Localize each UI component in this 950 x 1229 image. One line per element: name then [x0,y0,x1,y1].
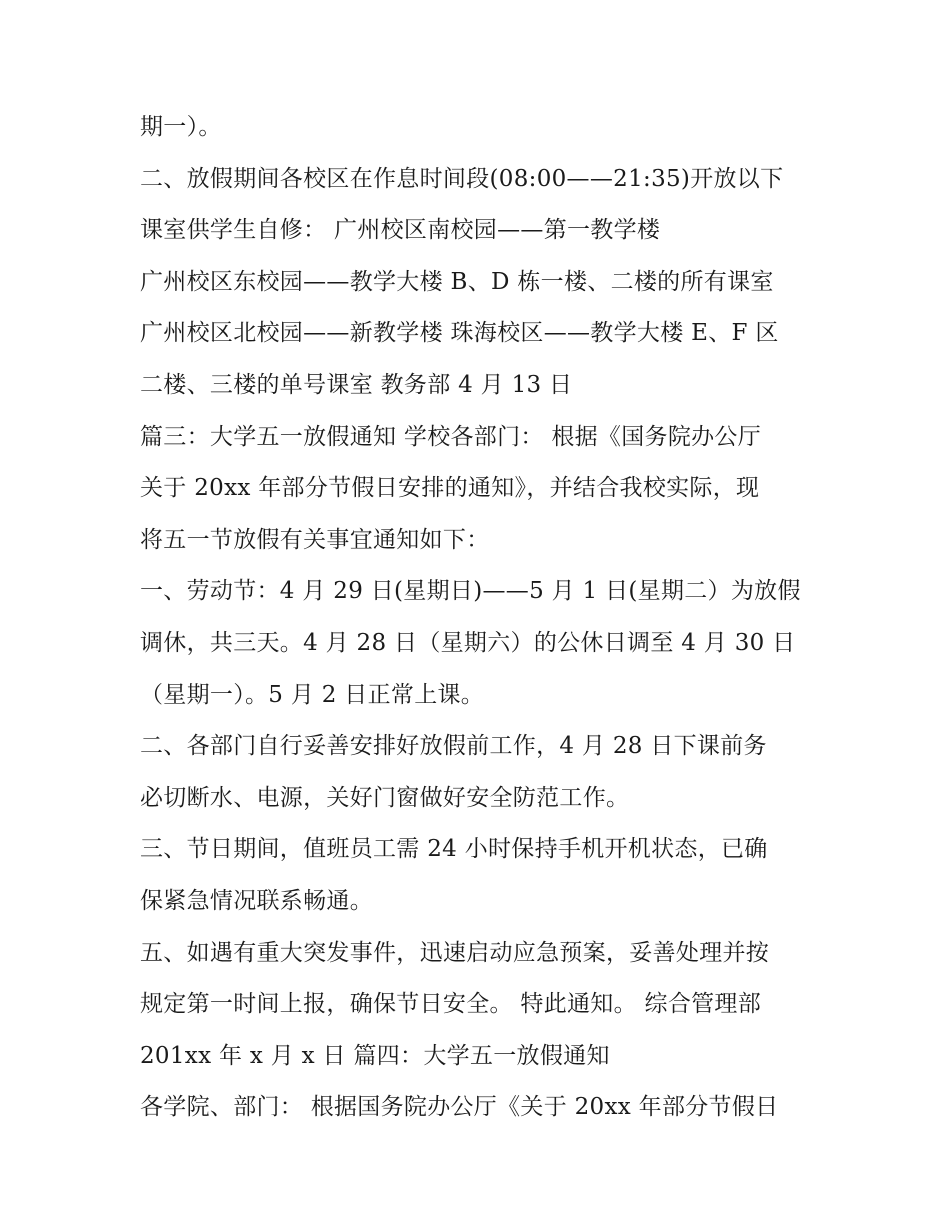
text-line: 201xx 年 x 月 x 日 篇四：大学五一放假通知 [140,1042,610,1069]
text-line: 五、如遇有重大突发事件，迅速启动应急预案，妥善处理并按 [140,939,770,966]
text-line: 二楼、三楼的单号课室 教务部 4 月 13 日 [140,371,573,398]
text-line: 规定第一时间上报，确保节日安全。 特此通知。 综合管理部 [140,991,762,1018]
text-line: 各学院、部门： 根据国务院办公厅《关于 20xx 年部分节假日 [140,1094,779,1121]
document-text-body [140,102,820,1134]
text-line: 二、放假期间各校区在作息时间段(08:00——21:35)开放以下 [140,165,784,192]
text-line: 一、劳动节：4 月 29 日(星期日)——5 月 1 日(星期二）为放假 [140,578,801,605]
text-line: 调休，共三天。4 月 28 日（星期六）的公休日调至 4 月 30 日 [140,629,796,656]
text-line: 必切断水、电源，关好门窗做好安全防范工作。 [140,784,630,811]
text-line: 广州校区北校园——新教学楼 珠海校区——教学大楼 E、F 区 [140,320,779,347]
text-line: 关于 20xx 年部分节假日安排的通知》，并结合我校实际，现 [140,475,760,502]
text-line: 将五一节放假有关事宜通知如下： [140,526,490,553]
text-line: 期一）。 [140,114,222,140]
text-line: 课室供学生自修： 广州校区南校园——第一教学楼 [140,217,661,244]
text-line: 三、节日期间，值班员工需 24 小时保持手机开机状态，已确 [140,836,768,863]
text-line: 保紧急情况联系畅通。 [140,887,373,914]
text-line: （星期一）。5 月 2 日正常上课。 [140,681,485,708]
text-line: 广州校区东校园——教学大楼 B、D 栋一楼、二楼的所有课室 [140,268,774,295]
text-line: 篇三：大学五一放假通知 学校各部门： 根据《国务院办公厅 [140,423,762,450]
text-line: 二、各部门自行妥善安排好放假前工作，4 月 28 日下课前务 [140,733,767,760]
